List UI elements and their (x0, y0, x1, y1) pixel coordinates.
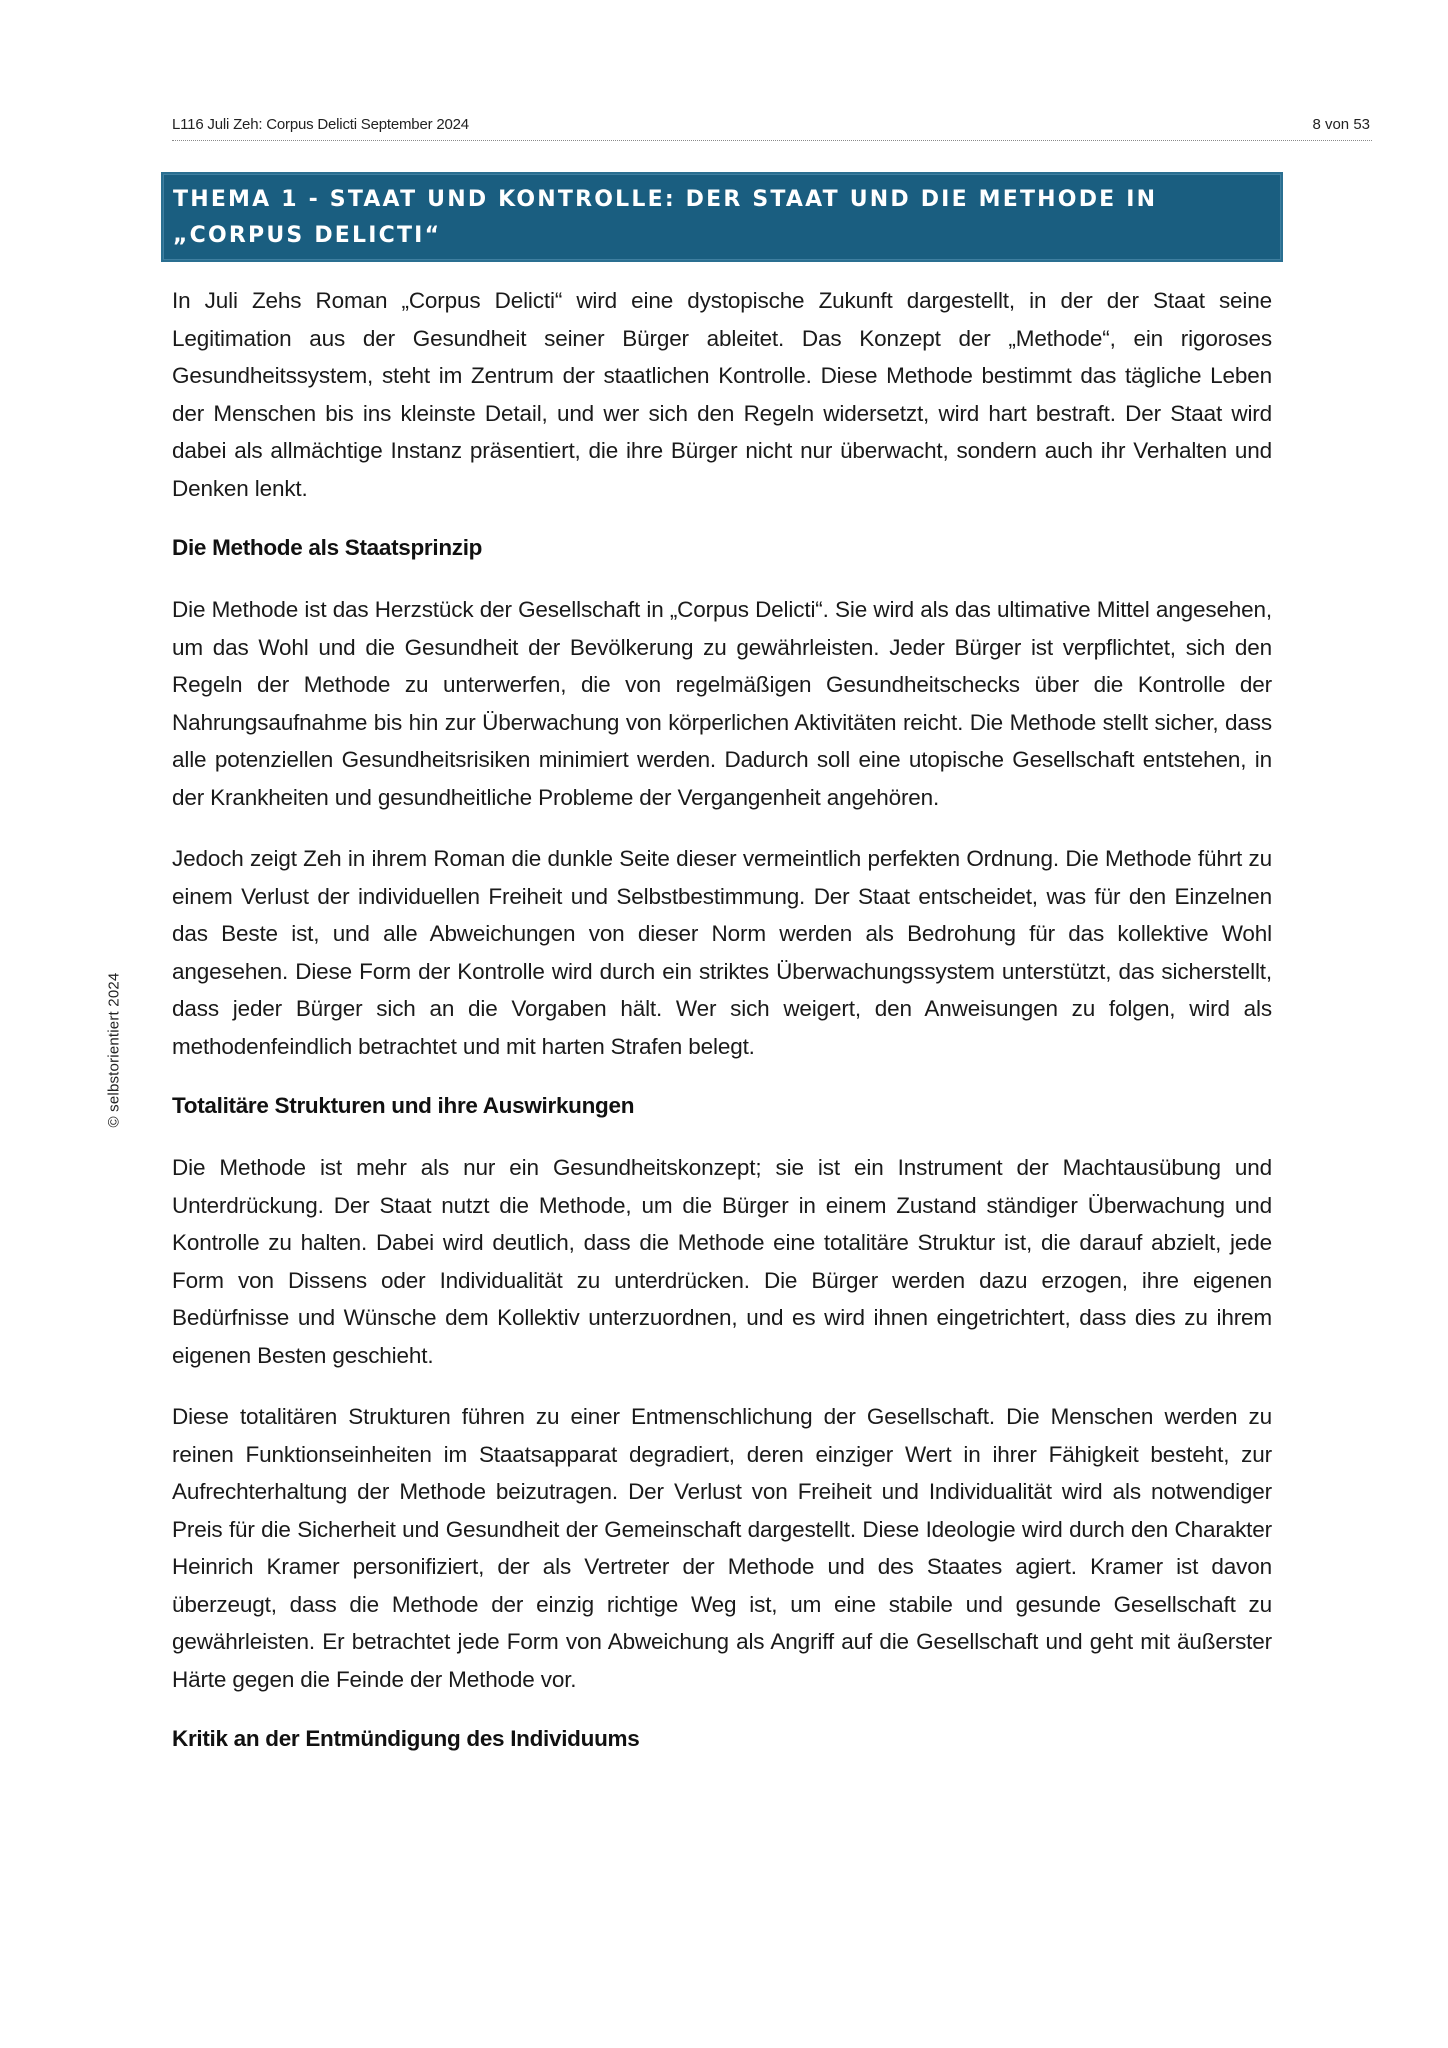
body-paragraph: Jedoch zeigt Zeh in ihrem Roman die dunkle Seite dieser vermeintlich perfekten Ordnung. Die Methode führt zu einem Verlust der individuellen Freiheit und Selbstbestimmung. Der Staat entscheidet, was für den Einzelnen das Beste ist, und alle Abweichungen von dieser Norm werden als Bedrohung für das kollektive Wohl angesehen. Diese Form der Kontrolle wird durch ein striktes Überwachungssystem unterstützt, das sicherstellt, dass jeder Bürger sich an die Vorgaben hält. Wer sich weigert, den Anweisungen zu folgen, wird als methodenfeindlich betrachtet und mit harten Strafen belegt. (172, 846, 1272, 1059)
section-heading: Die Methode als Staatsprinzip (172, 535, 483, 560)
section-heading: Totalitäre Strukturen und ihre Auswirkungen (172, 1093, 635, 1118)
copyright-note: © selbstorientiert 2024 (105, 972, 123, 1128)
body-paragraph: Diese totalitären Strukturen führen zu einer Entmenschlichung der Gesellschaft. Die Menschen werden zu reinen Funktionseinheiten im Staatsapparat degradiert, deren einziger Wert in ihrer Fähigkeit besteht, zur Aufrechterhaltung der Methode beizutragen. Der Verlust von Freiheit und Individualität wird als notwendiger Preis für die Sicherheit und Gesundheit der Gemeinschaft dargestellt. Diese Ideologie wird durch den Charakter Heinrich Kramer personifiziert, der als Vertreter der Methode und des Staates agiert. Kramer ist davon überzeugt, dass die Methode der einzig richtige Weg ist, um eine stabile und gesunde Gesellschaft zu gewährleisten. Er betrachtet jede Form von Abweichung als Angriff auf die Gesellschaft und geht mit äußerster Härte gegen die Feinde der Methode vor. (172, 1404, 1272, 1692)
intro-paragraph: In Juli Zehs Roman „Corpus Delicti“ wird eine dystopische Zukunft dargestellt, in der der Staat seine Legitimation aus der Gesundheit seiner Bürger ableitet. Das Konzept der „Methode“, ein rigoroses Gesundheitssystem, steht im Zentrum der staatlichen Kontrolle. Diese Methode bestimmt das tägliche Leben der Menschen bis ins kleinste Detail, und wer sich den Regeln widersetzt, wird hart bestraft. Der Staat wird dabei als allmächtige Instanz präsentiert, die ihre Bürger nicht nur überwacht, sondern auch ihr Verhalten und Denken lenkt. (172, 288, 1272, 501)
page-indicator: 8 von 53 (1312, 116, 1370, 133)
body-paragraph: Die Methode ist das Herzstück der Gesellschaft in „Corpus Delicti“. Sie wird als das ultimative Mittel angesehen, um das Wohl und die Gesundheit der Bevölkerung zu gewährleisten. Jeder Bürger ist verpflichtet, sich den Regeln der Methode zu unterwerfen, die von regelmäßigen Gesundheitschecks über die Kontrolle der Nahrungsaufnahme bis hin zur Überwachung von körperlichen Aktivitäten reicht. Die Methode stellt sicher, dass alle potenziellen Gesundheitsrisiken minimiert werden. Dadurch soll eine utopische Gesellschaft entstehen, in der Krankheiten und gesundheitliche Probleme der Vergangenheit angehören. (172, 597, 1272, 810)
document-body (172, 282, 1272, 1782)
body-paragraph: Die Methode ist mehr als nur ein Gesundheitskonzept; sie ist ein Instrument der Machtausübung und Unterdrückung. Der Staat nutzt die Methode, um die Bürger in einem Zustand ständiger Überwachung und Kontrolle zu halten. Dabei wird deutlich, dass die Methode eine totalitäre Struktur ist, die darauf abzielt, jede Form von Dissens oder Individualität zu unterdrücken. Die Bürger werden dazu erzogen, ihre eigenen Bedürfnisse und Wünsche dem Kollektiv unterzuordnen, und es wird ihnen eingetrichtert, dass dies zu ihrem eigenen Besten geschieht. (172, 1155, 1272, 1368)
document-title: L116 Juli Zeh: Corpus Delicti September 2024 (172, 116, 469, 133)
topic-title: THEMA 1 - STAAT UND KONTROLLE: DER STAAT UND DIE METHODE IN „CORPUS DELICTI“ (173, 187, 1158, 248)
topic-banner (161, 172, 1283, 262)
section-heading: Kritik an der Entmündigung des Individuums (172, 1726, 640, 1751)
page-header (172, 114, 1372, 141)
